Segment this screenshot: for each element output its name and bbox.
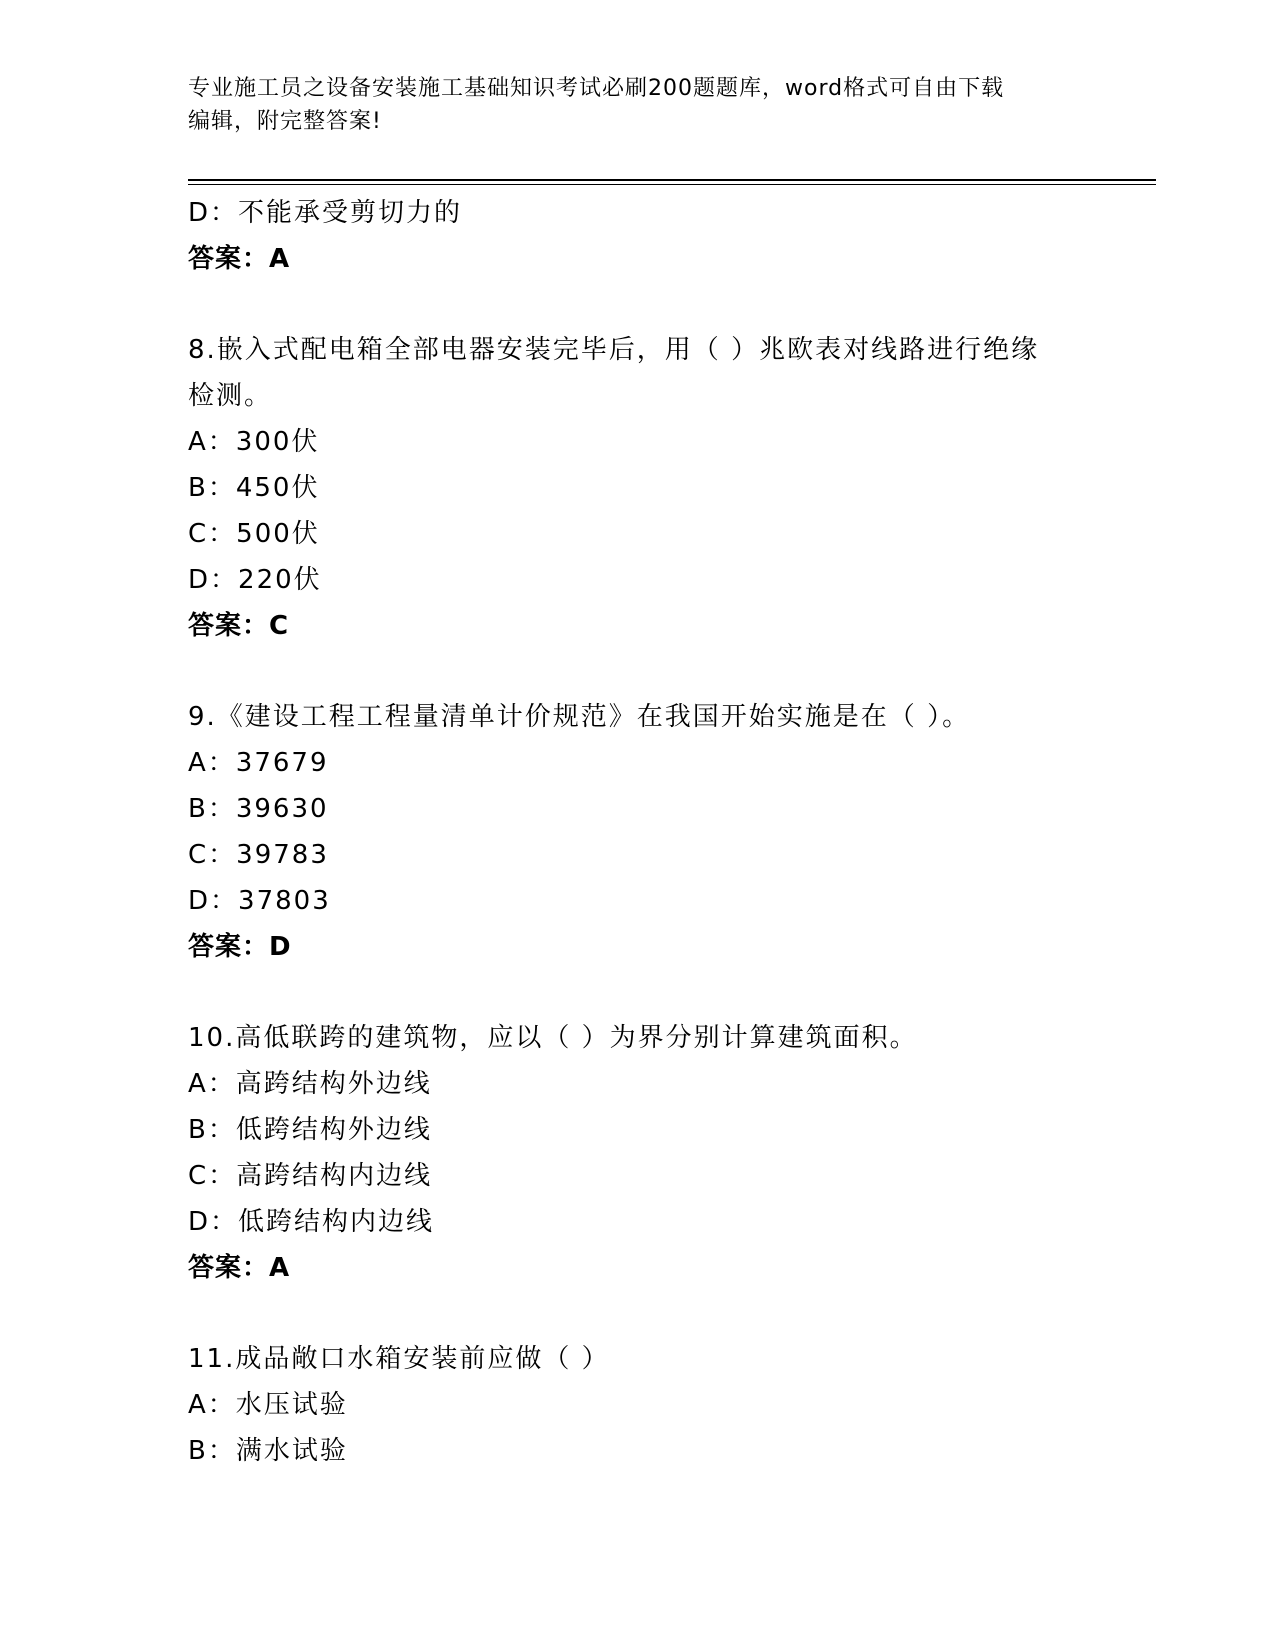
- option-d: D：220伏: [188, 565, 322, 595]
- answer: 答案：C: [188, 611, 290, 641]
- document-header: [188, 72, 1088, 138]
- answer: 答案：A: [188, 244, 291, 274]
- question-stem: 10.高低联跨的建筑物，应以（ ）为界分别计算建筑面积。: [188, 1023, 918, 1053]
- question-8: [188, 327, 1088, 649]
- question-stem: 9.《建设工程工程量清单计价规范》在我国开始实施是在（ ）。: [188, 702, 971, 732]
- option-c: C：高跨结构内边线: [188, 1161, 433, 1191]
- option-a: A：37679: [188, 748, 329, 778]
- option-a: A：水压试验: [188, 1390, 348, 1420]
- question-list: [188, 190, 1088, 1474]
- option-c: C：39783: [188, 840, 329, 870]
- question-stem: 11.成品敞口水箱安装前应做（ ）: [188, 1344, 610, 1374]
- option-d: D：37803: [188, 886, 331, 916]
- question-10: [188, 1015, 1088, 1291]
- option-a: A：300伏: [188, 427, 320, 457]
- option-b: B：低跨结构外边线: [188, 1115, 432, 1145]
- answer: 答案：D: [188, 932, 292, 962]
- option-b: B：满水试验: [188, 1436, 348, 1466]
- question-stem: 检测。: [188, 381, 273, 411]
- header-title-line-2: 编辑，附完整答案!: [188, 109, 382, 134]
- question-7-tail: [188, 190, 1088, 282]
- option-a: A：高跨结构外边线: [188, 1069, 432, 1099]
- header-title-line-1: 专业施工员之设备安装施工基础知识考试必刷200题题库，word格式可自由下载: [188, 76, 1005, 101]
- question-stem: 8.嵌入式配电箱全部电器安装完毕后，用（ ）兆欧表对线路进行绝缘: [188, 335, 1040, 365]
- question-9: [188, 694, 1088, 970]
- option-b: B：39630: [188, 794, 329, 824]
- question-11: [188, 1336, 1088, 1474]
- option-c: C：500伏: [188, 519, 320, 549]
- option-d: D：不能承受剪切力的: [188, 198, 463, 228]
- option-d: D：低跨结构内边线: [188, 1207, 435, 1237]
- answer: 答案：A: [188, 1253, 291, 1283]
- header-divider-thick: [188, 179, 1156, 181]
- option-b: B：450伏: [188, 473, 320, 503]
- header-divider-thin: [188, 184, 1156, 185]
